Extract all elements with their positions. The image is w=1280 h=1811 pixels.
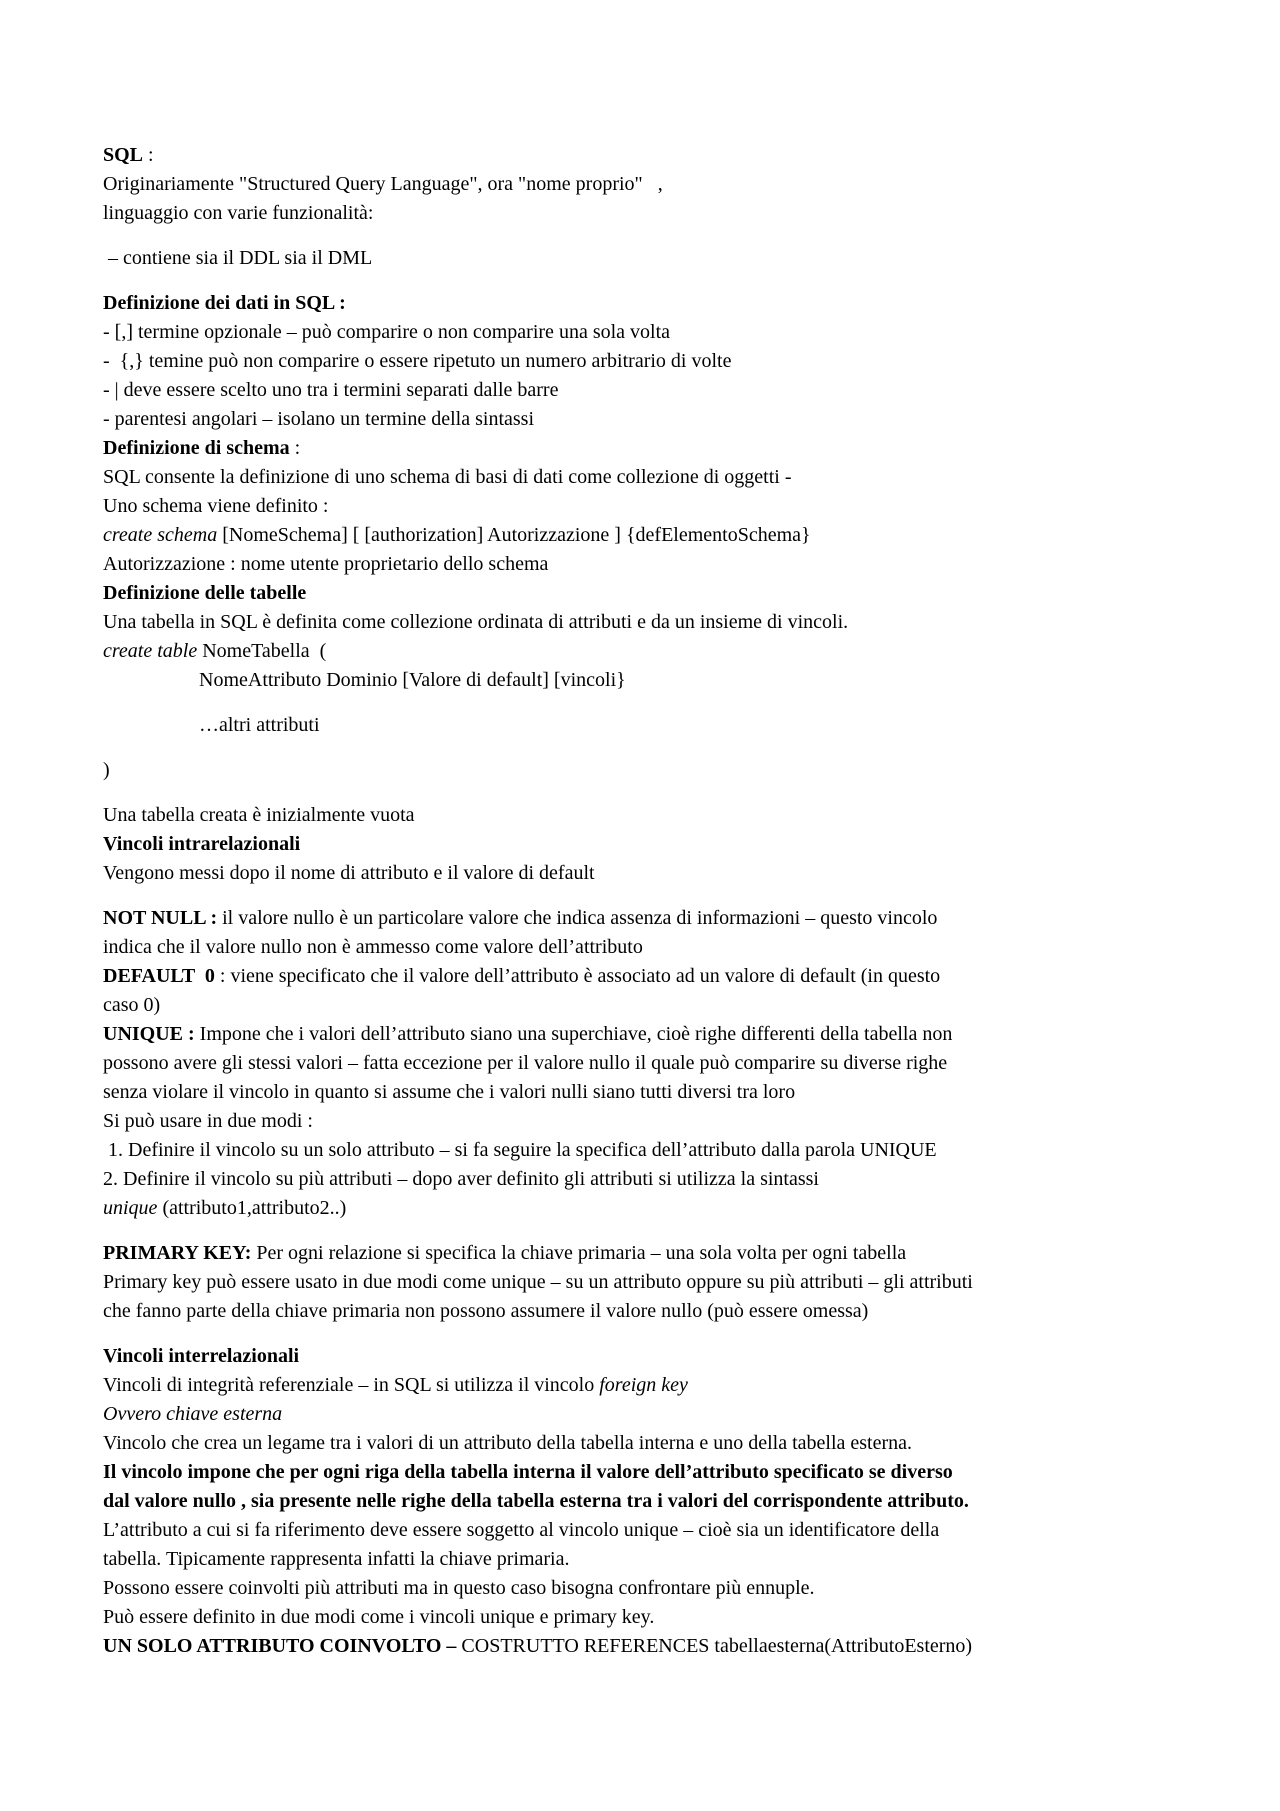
italic-text-run: create table	[103, 640, 198, 662]
text-line	[103, 463, 1250, 492]
text-run: tabella. Tipicamente rappresenta infatti la chiave primaria.	[103, 1548, 570, 1570]
bold-text-run: Il vincolo impone che per ogni riga della tabella interna il valore dell’attributo specificato se diverso	[103, 1461, 953, 1483]
text-run: caso 0)	[103, 994, 161, 1016]
text-line	[103, 711, 1250, 740]
blank-line	[103, 1223, 1250, 1239]
bold-text-run: Vincoli interrelazionali	[103, 1345, 300, 1367]
text-line	[103, 933, 1250, 962]
text-line	[103, 521, 1250, 550]
text-run: :	[289, 437, 301, 459]
bold-text-run: Definizione di schema	[103, 437, 290, 459]
text-run: 1. Definire il vincolo su un solo attributo – si fa seguire la specifica dell’attributo dalla parola UNIQUE	[103, 1139, 937, 1161]
text-run: Vincoli di integrità referenziale – in SQL si utilizza il vincolo	[103, 1374, 600, 1396]
text-line	[103, 1574, 1250, 1603]
italic-text-run: unique	[103, 1197, 158, 1219]
italic-text-run: foreign key	[599, 1374, 688, 1396]
blank-line	[103, 740, 1250, 756]
text-line	[103, 405, 1250, 434]
text-line	[103, 1603, 1250, 1632]
text-line	[103, 170, 1250, 199]
text-line	[103, 830, 1250, 859]
text-run: possono avere gli stessi valori – fatta eccezione per il valore nullo il quale può comparire su diverse righe	[103, 1052, 948, 1074]
text-line	[103, 318, 1250, 347]
text-line	[103, 666, 1250, 695]
text-run: che fanno parte della chiave primaria non possono assumere il valore nullo (può essere omessa)	[103, 1300, 869, 1322]
blank-line	[103, 1326, 1250, 1342]
bold-text-run: DEFAULT 0	[103, 965, 215, 987]
text-line	[103, 492, 1250, 521]
text-line	[103, 1516, 1250, 1545]
text-line	[103, 608, 1250, 637]
text-run: Primary key può essere usato in due modi come unique – su un attributo oppure su più attributi – gli attributi	[103, 1271, 973, 1293]
text-run: COSTRUTTO REFERENCES tabellaesterna(AttributoEsterno)	[456, 1635, 973, 1657]
text-line	[103, 1268, 1250, 1297]
text-run: Può essere definito in due modi come i vincoli unique e primary key.	[103, 1606, 655, 1628]
text-run: senza violare il vincolo in quanto si assume che i valori nulli siano tutti diversi tra loro	[103, 1081, 796, 1103]
text-run: - {,} temine può non comparire o essere ripetuto un numero arbitrario di volte	[103, 350, 732, 372]
text-run: - | deve essere scelto uno tra i termini separati dalle barre	[103, 379, 559, 401]
bold-text-run: PRIMARY KEY:	[103, 1242, 252, 1264]
text-run: - [,] termine opzionale – può comparire o non comparire una sola volta	[103, 321, 671, 343]
text-line	[103, 579, 1250, 608]
text-run: …altri attributi	[199, 714, 320, 736]
text-line	[103, 1429, 1250, 1458]
text-line	[103, 199, 1250, 228]
text-line	[103, 1545, 1250, 1574]
text-run: indica che il valore nullo non è ammesso come valore dell’attributo	[103, 936, 643, 958]
blank-line	[103, 785, 1250, 801]
text-run: L’attributo a cui si fa riferimento deve essere soggetto al vincolo unique – cioè sia un identificatore della	[103, 1519, 940, 1541]
text-line	[103, 289, 1250, 318]
text-run: Vincolo che crea un legame tra i valori di un attributo della tabella interna e uno della tabella esterna.	[103, 1432, 913, 1454]
document-body	[103, 141, 1250, 1661]
text-line	[103, 347, 1250, 376]
text-line	[103, 434, 1250, 463]
text-line	[103, 637, 1250, 666]
text-run: Si può usare in due modi :	[103, 1110, 313, 1132]
text-run: (attributo1,attributo2..)	[157, 1197, 347, 1219]
text-line	[103, 1458, 1250, 1487]
text-run: Originariamente "Structured Query Language", ora "nome proprio" ,	[103, 173, 663, 195]
text-run: Una tabella in SQL è definita come collezione ordinata di attributi e da un insieme di vincoli.	[103, 611, 849, 633]
text-run: Impone che i valori dell’attributo siano una superchiave, cioè righe differenti della tabella non	[194, 1023, 953, 1045]
text-run: Per ogni relazione si specifica la chiave primaria – una sola volta per ogni tabella	[251, 1242, 907, 1264]
bold-text-run: SQL	[103, 144, 144, 166]
text-line	[103, 756, 1250, 785]
text-line	[103, 1049, 1250, 1078]
text-run: NomeAttributo Dominio [Valore di default] [vincoli}	[199, 669, 626, 691]
text-line	[103, 1078, 1250, 1107]
text-line	[103, 376, 1250, 405]
text-run: Autorizzazione : nome utente proprietario dello schema	[103, 553, 549, 575]
text-run: NomeTabella (	[197, 640, 327, 662]
text-run: )	[103, 759, 110, 781]
bold-text-run: UN SOLO ATTRIBUTO COINVOLTO –	[103, 1635, 457, 1657]
text-run: [NomeSchema] [ [authorization] Autorizzazione ] {defElementoSchema}	[217, 524, 811, 546]
text-line	[103, 1136, 1250, 1165]
text-run: : viene specificato che il valore dell’attributo è associato ad un valore di default (in questo	[214, 965, 941, 987]
text-run: il valore nullo è un particolare valore che indica assenza di informazioni – questo vincolo	[217, 907, 938, 929]
text-line	[103, 1239, 1250, 1268]
text-line	[103, 1632, 1250, 1661]
text-run: Possono essere coinvolti più attributi ma in questo caso bisogna confrontare più ennuple.	[103, 1577, 815, 1599]
text-line	[103, 1165, 1250, 1194]
bold-text-run: Vincoli intrarelazionali	[103, 833, 301, 855]
italic-text-run: Ovvero chiave esterna	[103, 1403, 283, 1425]
bold-text-run: dal valore nullo , sia presente nelle righe della tabella esterna tra i valori del corrispondente attributo.	[103, 1490, 969, 1512]
text-run: Vengono messi dopo il nome di attributo e il valore di default	[103, 862, 595, 884]
text-line	[103, 550, 1250, 579]
text-run: Una tabella creata è inizialmente vuota	[103, 804, 415, 826]
bold-text-run: Definizione dei dati in SQL :	[103, 292, 346, 314]
text-line	[103, 1020, 1250, 1049]
text-run: :	[143, 144, 154, 166]
text-line	[103, 1194, 1250, 1223]
bold-text-run: UNIQUE :	[103, 1023, 195, 1045]
text-run: – contiene sia il DDL sia il DML	[103, 247, 373, 269]
text-line	[103, 1400, 1250, 1429]
text-line	[103, 1487, 1250, 1516]
italic-text-run: create schema	[103, 524, 218, 546]
text-line	[103, 991, 1250, 1020]
bold-text-run: Definizione delle tabelle	[103, 582, 307, 604]
bold-text-run: NOT NULL :	[103, 907, 218, 929]
text-line	[103, 859, 1250, 888]
blank-line	[103, 228, 1250, 244]
blank-line	[103, 273, 1250, 289]
text-run: linguaggio con varie funzionalità:	[103, 202, 374, 224]
text-run: Uno schema viene definito :	[103, 495, 329, 517]
text-line	[103, 1107, 1250, 1136]
text-line	[103, 1297, 1250, 1326]
text-line	[103, 904, 1250, 933]
text-run: 2. Definire il vincolo su più attributi – dopo aver definito gli attributi si utilizza la sintassi	[103, 1168, 819, 1190]
text-line	[103, 962, 1250, 991]
text-line	[103, 1342, 1250, 1371]
text-line	[103, 244, 1250, 273]
text-run: SQL consente la definizione di uno schema di basi di dati come collezione di oggetti -	[103, 466, 792, 488]
text-line	[103, 141, 1250, 170]
blank-line	[103, 888, 1250, 904]
text-run: - parentesi angolari – isolano un termine della sintassi	[103, 408, 534, 430]
blank-line	[103, 695, 1250, 711]
text-line	[103, 1371, 1250, 1400]
text-line	[103, 801, 1250, 830]
